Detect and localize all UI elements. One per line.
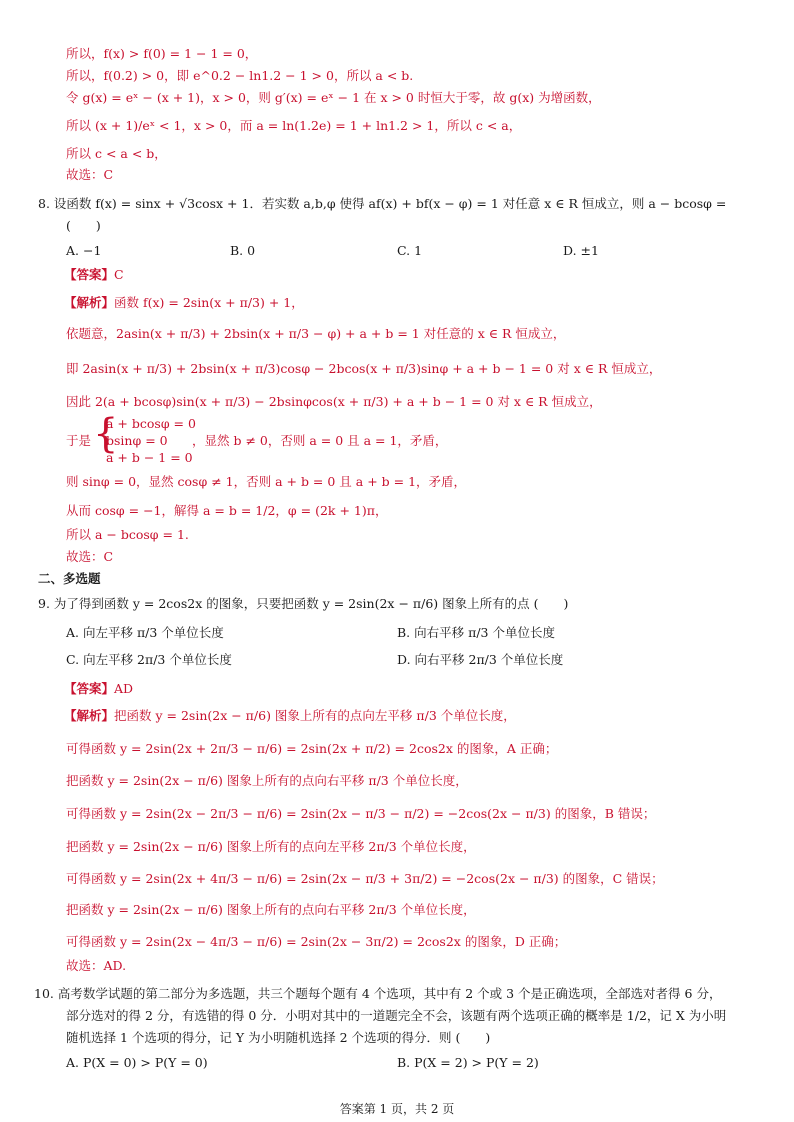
option-a: A. −1 bbox=[66, 243, 102, 258]
analysis-text: 把函数 y = 2sin(2x − π/6) 图象上所有的点向左平移 π/3 个单位长度， bbox=[114, 708, 516, 723]
analysis-text: 故选：AD. bbox=[66, 958, 127, 973]
option-a: A. P(X = 0) > P(Y = 0) bbox=[66, 1055, 208, 1070]
analysis-text: 把函数 y = 2sin(2x − π/6) 图象上所有的点向右平移 π/3 个单位长度， bbox=[66, 773, 468, 788]
analysis-tag: 【解析】 bbox=[64, 295, 115, 310]
page-footer: 答案第 1 页，共 2 页 bbox=[339, 1102, 455, 1116]
option-a: A. 向左平移 π/3 个单位长度 bbox=[66, 625, 224, 640]
analysis-line bbox=[64, 295, 304, 311]
system-eq-1: a + bcosφ = 0 bbox=[106, 416, 196, 431]
option-b: B. P(X = 2) > P(Y = 2) bbox=[397, 1055, 539, 1070]
question-9-stem: 9. 为了得到函数 y = 2cos2x 的图象，只要把函数 y = 2sin(2x − π/6) 图象上所有的点 ( ) bbox=[38, 596, 569, 611]
system-eq-2: bsinφ = 0 bbox=[106, 433, 168, 448]
analysis-text: 可得函数 y = 2sin(2x − 2π/3 − π/6) = 2sin(2x − π/3 − π/2) = −2cos(2x − π/3) 的图象，B 错误； bbox=[66, 806, 656, 821]
question-8-paren: ( ) bbox=[66, 218, 101, 233]
answer-line bbox=[64, 681, 133, 697]
option-c: C. 1 bbox=[397, 243, 423, 258]
question-8-stem: 8. 设函数 f(x) = sinx + √3cosx + 1．若实数 a,b,φ 使得 af(x) + bf(x − φ) = 1 对任意 x ∈ R 恒成立，则 a − bcosφ = bbox=[38, 196, 727, 211]
analysis-text: 所以 a − bcosφ = 1. bbox=[66, 527, 189, 542]
system-suffix: ，显然 b ≠ 0，否则 a = 0 且 a = 1，矛盾， bbox=[192, 433, 448, 448]
analysis-text: 函数 f(x) = 2sin(x + π/3) + 1， bbox=[114, 295, 304, 310]
section-heading: 二、多选题 bbox=[38, 571, 101, 586]
solution-line: 所以 c < a < b， bbox=[66, 146, 167, 161]
option-b: B. 0 bbox=[230, 243, 256, 258]
question-10-stem: 部分选对的得 2 分，有选错的得 0 分．小明对其中的一道题完全不会，该题有两个选项正确的概率是 1/2，记 X 为小明 bbox=[66, 1008, 727, 1023]
analysis-text: 把函数 y = 2sin(2x − π/6) 图象上所有的点向右平移 2π/3 个单位长度， bbox=[66, 902, 476, 917]
analysis-tag: 【解析】 bbox=[64, 708, 115, 723]
system-eq-3: a + b − 1 = 0 bbox=[106, 450, 193, 465]
analysis-text: 从而 cosφ = −1，解得 a = b = 1/2，φ = (2k + 1)π， bbox=[66, 503, 388, 518]
analysis-text: 即 2asin(x + π/3) + 2bsin(x + π/3)cosφ − 2bcos(x + π/3)sinφ + a + b − 1 = 0 对 x ∈ R 恒成立， bbox=[66, 361, 662, 376]
solution-line: 故选：C bbox=[66, 167, 114, 182]
option-b: B. 向右平移 π/3 个单位长度 bbox=[397, 625, 555, 640]
question-10-stem: 10. 高考数学试题的第二部分为多选题，共三个题每个题有 4 个选项，其中有 2 个或 3 个是正确选项，全部选对者得 6 分， bbox=[34, 986, 722, 1001]
answer-value: AD bbox=[114, 681, 134, 696]
analysis-text: 依题意，2asin(x + π/3) + 2bsin(x + π/3 − φ) + a + b = 1 对任意的 x ∈ R 恒成立， bbox=[66, 326, 566, 341]
question-10-stem: 随机选择 1 个选项的得分，记 Y 为小明随机选择 2 个选项的得分．则 ( ) bbox=[66, 1030, 491, 1045]
option-d: D. 向右平移 2π/3 个单位长度 bbox=[397, 652, 564, 667]
option-c: C. 向左平移 2π/3 个单位长度 bbox=[66, 652, 232, 667]
analysis-text: 把函数 y = 2sin(2x − π/6) 图象上所有的点向左平移 2π/3 个单位长度， bbox=[66, 839, 476, 854]
solution-line: 所以，f(x) > f(0) = 1 − 1 = 0， bbox=[66, 46, 258, 61]
analysis-text: 因此 2(a + bcosφ)sin(x + π/3) − 2bsinφcos(x + π/3) + a + b − 1 = 0 对 x ∈ R 恒成立， bbox=[66, 394, 602, 409]
system-brace: { bbox=[93, 411, 119, 457]
analysis-text: 可得函数 y = 2sin(2x − 4π/3 − π/6) = 2sin(2x − 3π/2) = 2cos2x 的图象，D 正确； bbox=[66, 934, 567, 949]
solution-line: 令 g(x) = eˣ − (x + 1)，x > 0，则 g′(x) = eˣ − 1 在 x > 0 时恒大于零，故 g(x) 为增函数， bbox=[66, 90, 601, 105]
option-d: D. ±1 bbox=[563, 243, 599, 258]
answer-tag: 【答案】 bbox=[64, 267, 115, 282]
answer-line bbox=[64, 267, 124, 283]
analysis-text: 可得函数 y = 2sin(2x + 2π/3 − π/6) = 2sin(2x + π/2) = 2cos2x 的图象，A 正确； bbox=[66, 741, 558, 756]
analysis-text: 故选：C bbox=[66, 549, 114, 564]
analysis-line bbox=[64, 708, 516, 724]
analysis-text: 则 sinφ = 0，显然 cosφ ≠ 1，否则 a + b = 0 且 a + b = 1，矛盾， bbox=[66, 474, 467, 489]
answer-tag: 【答案】 bbox=[64, 681, 115, 696]
solution-line: 所以，f(0.2) > 0，即 e^0.2 − ln1.2 − 1 > 0，所以 a < b. bbox=[66, 68, 414, 83]
solution-line: 所以 (x + 1)/eˣ < 1，x > 0，而 a = ln(1.2e) = 1 + ln1.2 > 1，所以 c < a， bbox=[66, 118, 522, 133]
answer-value: C bbox=[114, 267, 124, 282]
system-prefix: 于是 bbox=[66, 433, 92, 448]
analysis-text: 可得函数 y = 2sin(2x + 4π/3 − π/6) = 2sin(2x − π/3 + 3π/2) = −2cos(2x − π/3) 的图象，C 错误； bbox=[66, 871, 664, 886]
